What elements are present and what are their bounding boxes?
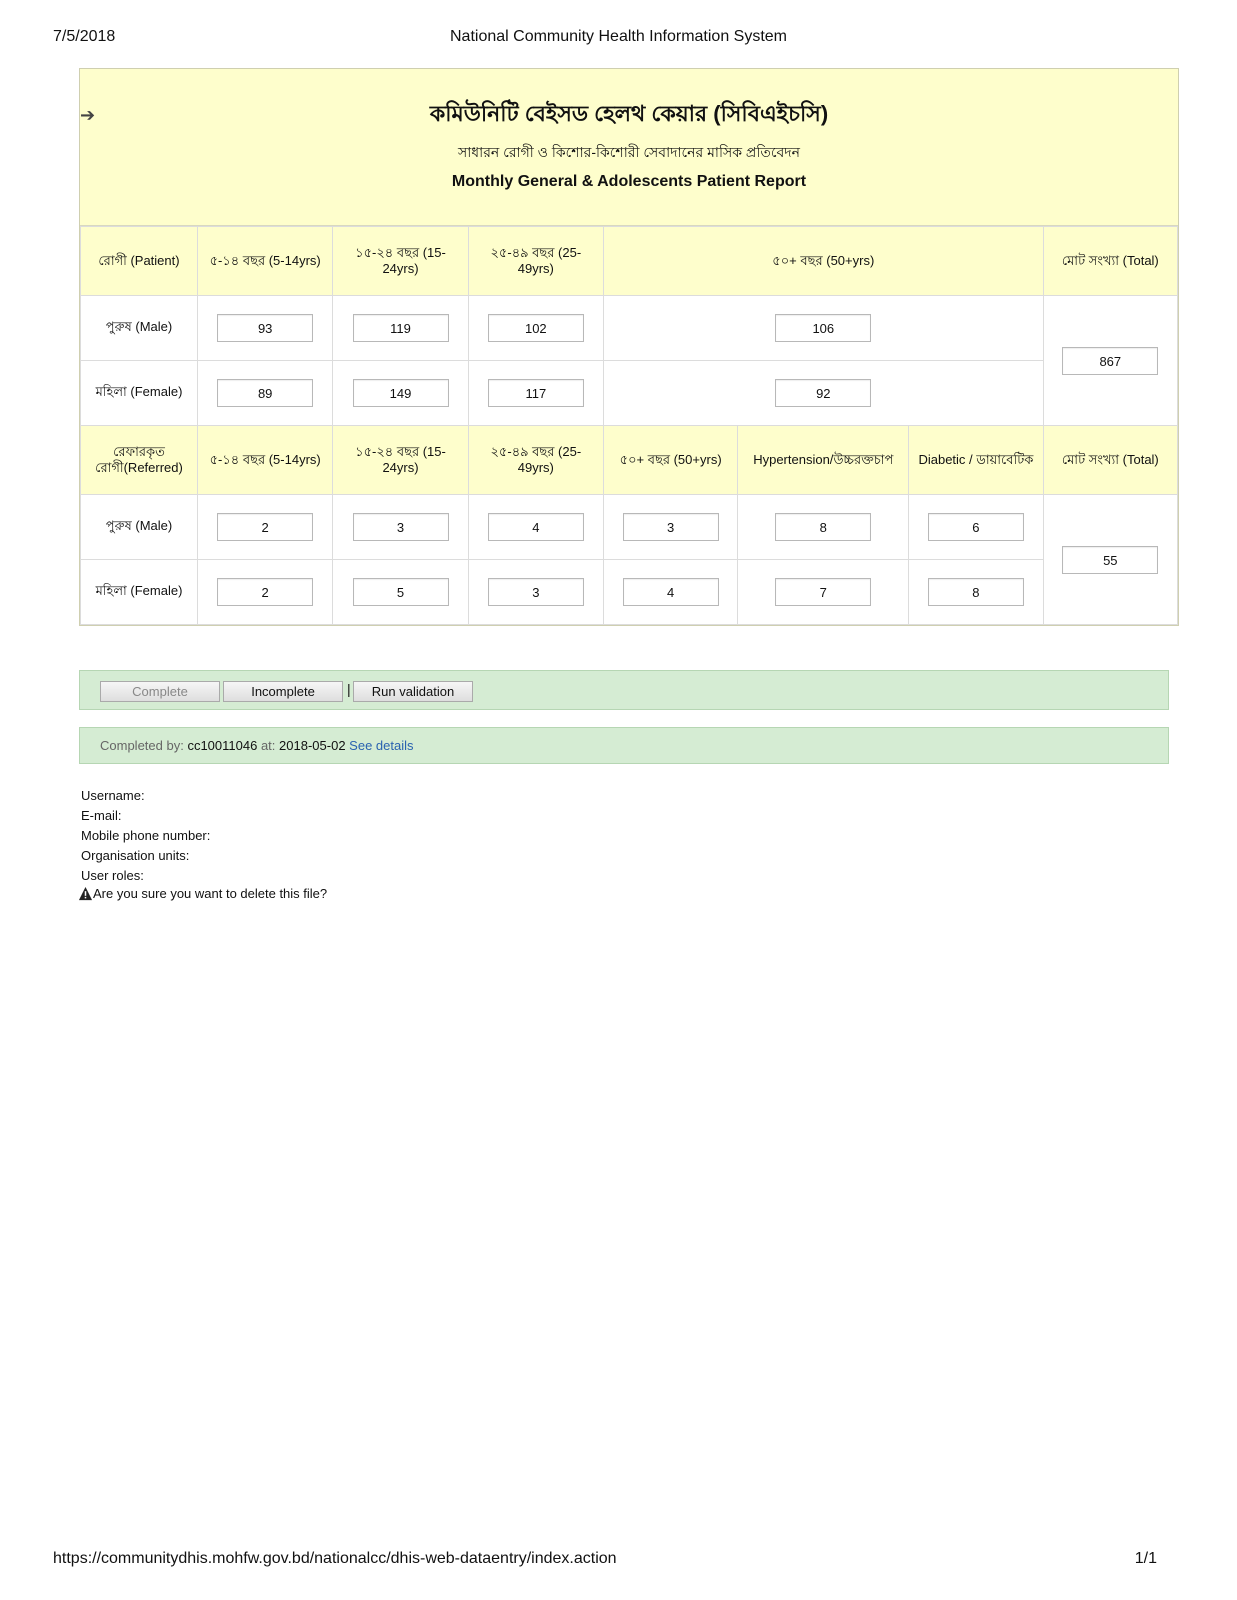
col-header: ১৫-২৪ বছর (15-24yrs) xyxy=(333,227,468,296)
user-info xyxy=(81,786,210,886)
form-title-en: Monthly General & Adolescents Patient Report xyxy=(451,173,807,190)
delete-confirm-text: Are you sure you want to delete this file? xyxy=(93,886,328,901)
referred-male-diabetic-input[interactable]: 6 xyxy=(928,513,1024,541)
referred-male-25-49-input[interactable]: 4 xyxy=(488,513,584,541)
patient-female-15-24-input[interactable]: 149 xyxy=(353,379,449,407)
patient-total-input[interactable]: 867 xyxy=(1062,347,1158,375)
patient-female-50plus-input[interactable]: 92 xyxy=(775,379,871,407)
col-header: ১৫-২৪ বছর (15-24yrs) xyxy=(333,426,468,495)
col-header: ৫০+ বছর (50+yrs) xyxy=(604,227,1044,296)
col-header: ৫০+ বছর (50+yrs) xyxy=(604,426,738,495)
patient-male-5-14-input[interactable]: 93 xyxy=(217,314,313,342)
referred-male-50plus-input[interactable]: 3 xyxy=(623,513,719,541)
see-details-link[interactable]: See details xyxy=(349,738,414,753)
report-form xyxy=(79,68,1179,626)
referred-female-row xyxy=(81,560,1178,625)
patient-female-row xyxy=(81,361,1178,426)
form-subtitle-bn: সাধারন রোগী ও কিশোর-কিশোরী সেবাদানের মাসিক প্রতিবেদন xyxy=(458,144,800,160)
row-label: পুরুষ (Male) xyxy=(81,296,198,361)
completed-by-label: Completed by: xyxy=(100,738,184,753)
referred-female-15-24-input[interactable]: 5 xyxy=(353,578,449,606)
user-roles-label: User roles: xyxy=(81,868,144,883)
patient-male-25-49-input[interactable]: 102 xyxy=(488,314,584,342)
completed-date: 2018-05-02 xyxy=(279,738,346,753)
col-header: ৫-১৪ বছর (5-14yrs) xyxy=(198,227,333,296)
referred-total-input[interactable]: 55 xyxy=(1062,546,1158,574)
patient-female-25-49-input[interactable]: 117 xyxy=(488,379,584,407)
referred-male-5-14-input[interactable]: 2 xyxy=(217,513,313,541)
mobile-label: Mobile phone number: xyxy=(81,828,211,843)
col-header: রেফারকৃত রোগী(Referred) xyxy=(81,426,198,495)
print-date: 7/5/2018 xyxy=(53,28,116,45)
print-header xyxy=(53,28,1184,50)
form-header xyxy=(80,69,1178,226)
col-header: রোগী (Patient) xyxy=(81,227,198,296)
referred-female-50plus-input[interactable]: 4 xyxy=(623,578,719,606)
patient-male-50plus-input[interactable]: 106 xyxy=(775,314,871,342)
col-header: ৫-১৪ বছর (5-14yrs) xyxy=(198,426,333,495)
run-validation-button[interactable]: Run validation xyxy=(353,681,473,702)
print-page-number: 1/1 xyxy=(1134,1550,1157,1567)
col-header: Diabetic / ডায়াবেটিক xyxy=(909,426,1043,495)
action-bar xyxy=(79,670,1169,710)
patient-header-row xyxy=(81,227,1178,296)
print-url: https://communitydhis.mohfw.gov.bd/nationalcc/dhis-web-dataentry/index.action xyxy=(53,1550,617,1567)
referred-male-hypertension-input[interactable]: 8 xyxy=(775,513,871,541)
username-label: Username: xyxy=(81,788,145,803)
warning-icon xyxy=(78,886,93,901)
row-label: মহিলা (Female) xyxy=(81,361,198,426)
print-title: National Community Health Information System xyxy=(449,28,788,45)
button-separator: | xyxy=(347,681,351,697)
arrow-right-icon[interactable]: ➔ xyxy=(80,105,96,125)
completed-at-label: at: xyxy=(260,738,276,753)
completed-by-user: cc10011046 xyxy=(187,738,258,753)
completion-status xyxy=(79,727,1169,764)
referred-female-hypertension-input[interactable]: 7 xyxy=(775,578,871,606)
referred-female-diabetic-input[interactable]: 8 xyxy=(928,578,1024,606)
col-header: ২৫-৪৯ বছর (25-49yrs) xyxy=(468,426,603,495)
referred-female-25-49-input[interactable]: 3 xyxy=(488,578,584,606)
patient-male-15-24-input[interactable]: 119 xyxy=(353,314,449,342)
patient-female-5-14-input[interactable]: 89 xyxy=(217,379,313,407)
row-label: মহিলা (Female) xyxy=(81,560,198,625)
col-header: মোট সংখ্যা (Total) xyxy=(1043,426,1177,495)
org-units-label: Organisation units: xyxy=(81,848,190,863)
col-header: মোট সংখ্যা (Total) xyxy=(1043,227,1177,296)
delete-confirm-message xyxy=(78,886,327,901)
form-title-bn: কমিউনিটি বেইসড হেলথ কেয়ার (সিবিএইচসি) xyxy=(429,101,829,126)
complete-button[interactable]: Complete xyxy=(100,681,220,702)
col-header: Hypertension/উচ্চরক্তচাপ xyxy=(738,426,909,495)
referred-female-5-14-input[interactable]: 2 xyxy=(217,578,313,606)
patient-male-row xyxy=(81,296,1178,361)
row-label: পুরুষ (Male) xyxy=(81,495,198,560)
referred-header-row xyxy=(81,426,1178,495)
report-table xyxy=(80,226,1178,625)
col-header: ২৫-৪৯ বছর (25-49yrs) xyxy=(468,227,603,296)
referred-male-row xyxy=(81,495,1178,560)
referred-male-15-24-input[interactable]: 3 xyxy=(353,513,449,541)
incomplete-button[interactable]: Incomplete xyxy=(223,681,343,702)
email-label: E-mail: xyxy=(81,808,122,823)
